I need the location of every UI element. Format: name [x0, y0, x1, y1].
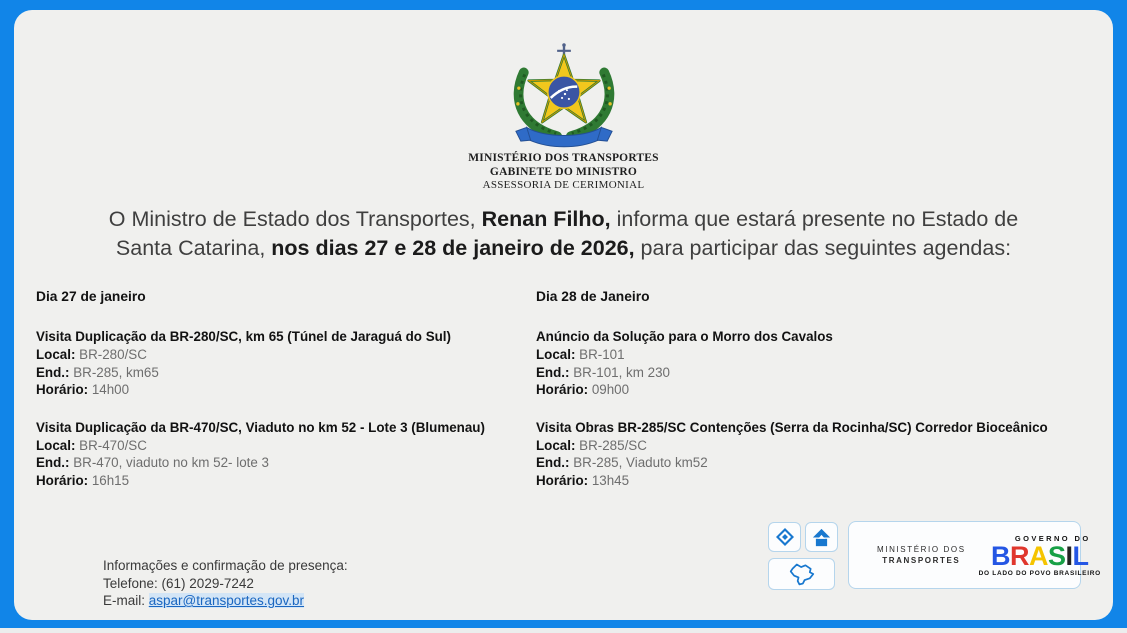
- government-brand-box: [848, 521, 1101, 589]
- arrow-house-logo-box: [805, 522, 838, 552]
- org-header: [14, 152, 1113, 192]
- event-horario: Horário: 14h00: [36, 382, 130, 397]
- governo-do-brasil-logo: [979, 534, 1101, 577]
- event-endereco: End.: BR-470, viaduto no km 52- lote 3: [36, 455, 269, 470]
- day-title: Dia 27 de janeiro: [36, 289, 146, 304]
- day-title: Dia 28 de Janeiro: [536, 289, 650, 304]
- crest-container: [14, 43, 1113, 154]
- cabinet-name: GABINETE DO MINISTRO: [489, 165, 638, 178]
- event-title: Anúncio da Solução para o Morro dos Cavalos: [536, 329, 833, 344]
- agenda-event: [36, 328, 536, 399]
- governo-do-label: GOVERNO DO: [1014, 533, 1091, 543]
- event-endereco: End.: BR-101, km 230: [536, 364, 670, 380]
- brazil-map-box: [768, 558, 835, 590]
- email-link[interactable]: aspar@transportes.gov.br: [148, 593, 305, 608]
- diamond-logo-icon: [775, 527, 795, 547]
- office-name: ASSESSORIA DE CERIMONIAL: [482, 179, 645, 191]
- footer-ministry-wordmark: MINISTÉRIO DOS TRANSPORTES: [877, 545, 966, 565]
- event-endereco: End.: BR-285, Viaduto km52: [536, 455, 708, 470]
- brand-tagline: DO LADO DO POVO BRASILEIRO: [978, 569, 1101, 577]
- brasil-wordmark: BRASIL: [990, 540, 1089, 571]
- event-title: Visita Duplicação da BR-280/SC, km 65 (Túnel de Jaraguá do Sul): [36, 329, 451, 344]
- event-local: Local: BR-101: [536, 347, 625, 362]
- brazil-map-icon: [786, 561, 818, 587]
- contact-info: [103, 557, 348, 610]
- event-horario: Horário: 09h00: [536, 382, 630, 397]
- event-horario: Horário: 13h45: [536, 472, 630, 488]
- agenda-column-day-27: [36, 289, 536, 509]
- contact-email-row: E-mail: aspar@transportes.gov.br: [103, 593, 305, 608]
- agenda-column-day-28: [536, 289, 1106, 509]
- agenda-event: [36, 419, 536, 490]
- agenda-event: [536, 328, 1106, 399]
- arrow-house-logo-icon: [811, 528, 832, 547]
- page-bottom-strip: [0, 628, 1127, 633]
- event-local: Local: BR-280/SC: [36, 347, 147, 362]
- event-title: Visita Duplicação da BR-470/SC, Viaduto no km 52 - Lote 3 (Blumenau): [36, 419, 485, 435]
- agenda-event: [536, 419, 1106, 490]
- intro-line-1: O Ministro de Estado dos Transportes, Renan Filho, informa que estará presente no Estado de: [108, 207, 1019, 231]
- intro-paragraph: [14, 205, 1113, 263]
- contact-line-1: Informações e confirmação de presença:: [103, 558, 348, 573]
- event-local: Local: BR-285/SC: [536, 437, 647, 453]
- invitation-card: [14, 10, 1113, 620]
- diamond-logo-box: [768, 522, 801, 552]
- contact-phone: Telefone: (61) 2029-7242: [103, 575, 254, 591]
- intro-line-2: Santa Catarina, nos dias 27 e 28 de janeiro de 2026, para participar das seguintes agendas:: [115, 236, 1012, 260]
- event-local: Local: BR-470/SC: [36, 437, 147, 453]
- ministry-name: MINISTÉRIO DOS TRANSPORTES: [468, 152, 659, 164]
- event-endereco: End.: BR-285, km65: [36, 364, 159, 380]
- event-title: Visita Obras BR-285/SC Contenções (Serra da Rocinha/SC) Corredor Bioceânico: [536, 419, 1048, 435]
- event-horario: Horário: 16h15: [36, 472, 130, 488]
- brazil-coat-of-arms-icon: [505, 43, 623, 149]
